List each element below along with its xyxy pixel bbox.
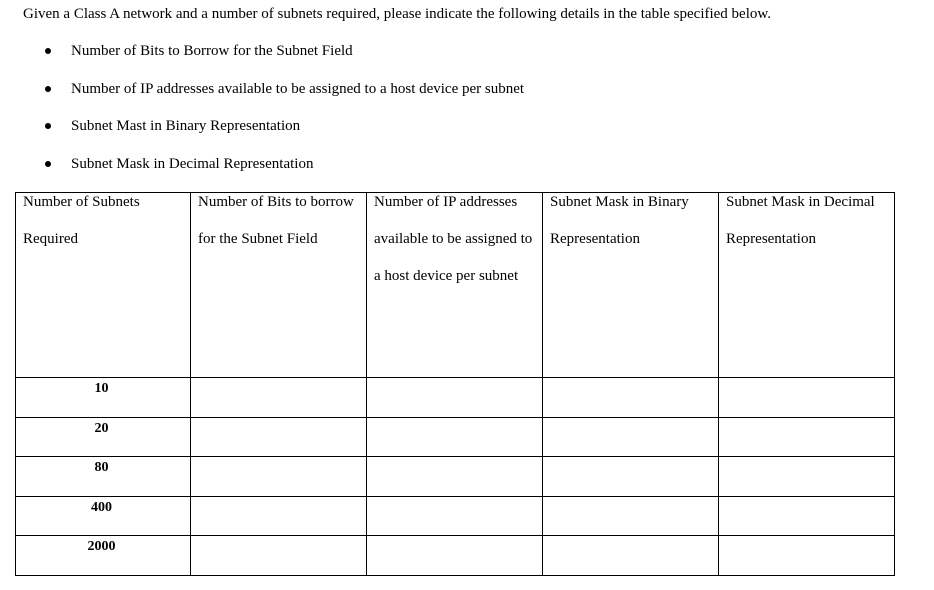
subnets-cell <box>16 417 191 457</box>
bits-cell[interactable] <box>191 417 367 457</box>
instructions-paragraph: Given a Class A network and a number of subnets required, please indicate the following details in the table specified below. <box>23 6 771 22</box>
subnets-value: 80 <box>94 460 109 475</box>
mask-decimal-cell[interactable] <box>719 378 895 418</box>
header-cell <box>191 193 367 378</box>
subnets-value: 2000 <box>87 539 116 554</box>
mask-binary-cell[interactable] <box>543 496 719 536</box>
ip-addresses-cell[interactable] <box>367 496 543 536</box>
table-header-row <box>16 193 895 378</box>
header-mask-decimal: Subnet Mask in Decimal Representation <box>726 194 875 247</box>
header-ip-addresses: Number of IP addresses available to be assigned to a host device per subnet <box>374 194 533 284</box>
list-item-text: Number of IP addresses available to be assigned to a host device per subnet <box>71 80 525 97</box>
bullet-icon <box>45 48 51 54</box>
ip-addresses-cell[interactable] <box>367 536 543 576</box>
mask-decimal-cell[interactable] <box>719 496 895 536</box>
subnets-value: 20 <box>94 420 109 436</box>
table-row <box>16 457 895 497</box>
table-row <box>16 536 895 576</box>
ip-addresses-cell[interactable] <box>367 417 543 457</box>
table-row <box>16 378 895 418</box>
subnets-value: 10 <box>94 381 109 396</box>
table-row <box>16 496 895 536</box>
subnets-value: 400 <box>91 499 112 515</box>
header-cell <box>719 193 895 378</box>
header-cell <box>543 193 719 378</box>
mask-binary-cell[interactable] <box>543 457 719 497</box>
bits-cell[interactable] <box>191 457 367 497</box>
ip-addresses-cell[interactable] <box>367 378 543 418</box>
header-cell <box>16 193 191 378</box>
subnet-details-table <box>15 192 895 576</box>
subnets-cell <box>16 496 191 536</box>
bullet-icon <box>45 86 51 92</box>
mask-binary-cell[interactable] <box>543 417 719 457</box>
list-item-text: Subnet Mask in Decimal Representation <box>71 156 314 173</box>
subnets-cell <box>16 536 191 576</box>
bullet-icon <box>45 161 51 167</box>
mask-decimal-cell[interactable] <box>719 417 895 457</box>
header-mask-binary: Subnet Mask in Binary Representation <box>550 194 689 247</box>
mask-decimal-cell[interactable] <box>719 457 895 497</box>
bullet-icon <box>45 123 51 129</box>
bits-cell[interactable] <box>191 536 367 576</box>
bits-cell[interactable] <box>191 496 367 536</box>
mask-decimal-cell[interactable] <box>719 536 895 576</box>
mask-binary-cell[interactable] <box>543 378 719 418</box>
ip-addresses-cell[interactable] <box>367 457 543 497</box>
mask-binary-cell[interactable] <box>543 536 719 576</box>
header-number-of-subnets: Number of Subnets Required <box>23 194 140 247</box>
table-row <box>16 417 895 457</box>
subnets-cell <box>16 378 191 418</box>
list-item-text: Number of Bits to Borrow for the Subnet Field <box>71 43 353 59</box>
bits-cell[interactable] <box>191 378 367 418</box>
list-item-text: Subnet Mast in Binary Representation <box>71 118 301 135</box>
header-cell <box>367 193 543 378</box>
header-bits-to-borrow: Number of Bits to borrow for the Subnet Field <box>198 194 354 247</box>
subnets-cell <box>16 457 191 497</box>
